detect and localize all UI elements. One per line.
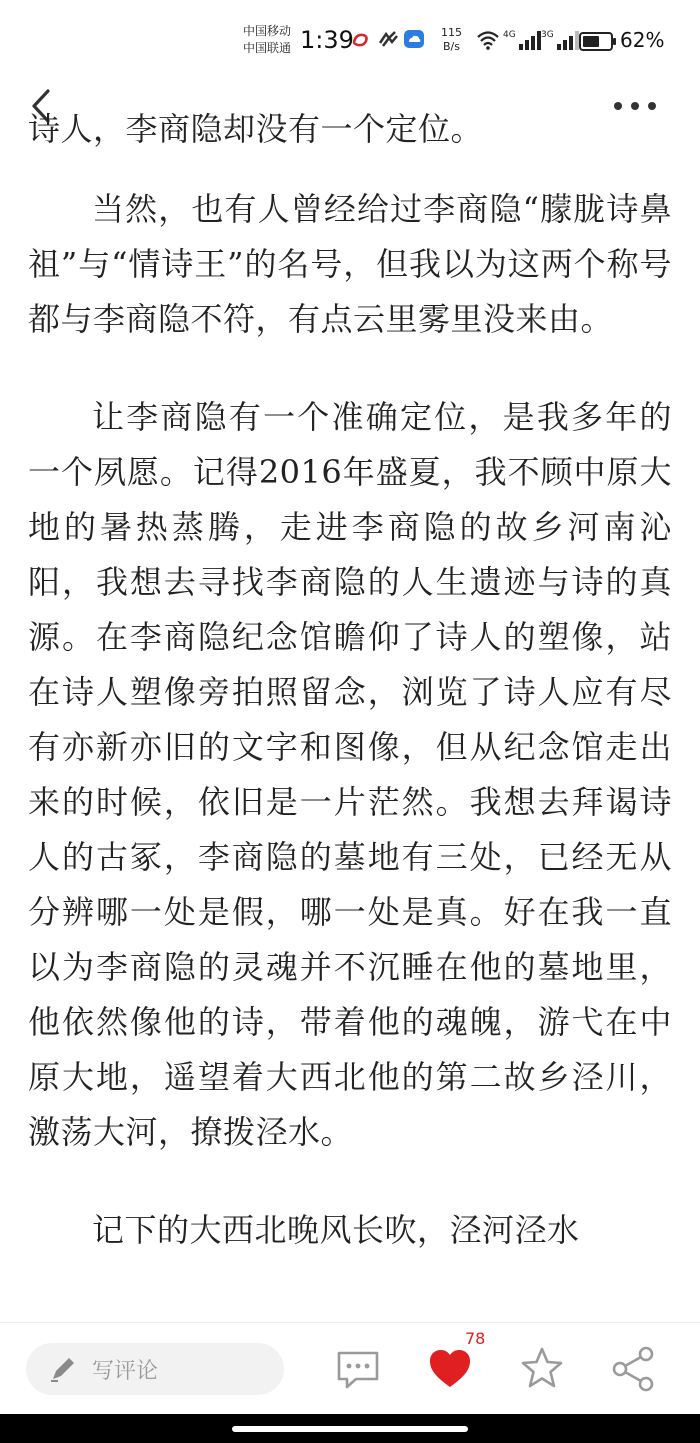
battery-icon <box>579 32 613 51</box>
article-paragraph-2: 让李商隐有一个准确定位，是我多年的一个夙愿。记得2016年盛夏，我不顾中原大地的暑热蒸腾，走进李商隐的故乡河南沁阳，我想去寻找李商隐的人生遗迹与诗的真源。在李商隐纪念馆瞻仰了诗人的塑像，站在诗人塑像旁拍照留念，浏览了诗人应有尽有亦新亦旧的文字和图像，但从纪念馆走出来的时候，依旧是一片茫然。我想去拜谒诗人的古冢，李商隐的墓地有三处，已经无从分辨哪一处是假，哪一处是真。好在我一直以为李商隐的灵魂并不沉睡在他的墓地里，他依然像他的诗，带着他的魂魄，游弋在中原大地，遥望着大西北他的第二故乡泾川，激荡大河，撩拨泾水。 <box>28 398 672 1151</box>
weibo-icon <box>352 30 372 48</box>
notification-icons <box>352 30 424 48</box>
status-time: 1:39 <box>300 26 354 54</box>
favorite-button[interactable] <box>518 1345 566 1393</box>
share-icon <box>610 1345 658 1393</box>
signal-4g-icon <box>503 30 544 50</box>
share-button[interactable] <box>610 1345 658 1393</box>
comment-input[interactable] <box>26 1343 284 1395</box>
comments-button[interactable] <box>334 1345 382 1393</box>
net1-label: 4G <box>503 30 516 40</box>
like-button[interactable] <box>426 1345 474 1393</box>
speed-unit: B/s <box>443 40 460 53</box>
article-paragraph-1: 当然，也有人曾经给过李商隐“朦胧诗鼻祖”与“情诗王”的名号，但我以为这两个称号都与李商隐不符，有点云里雾里没来由。 <box>28 190 672 338</box>
status-bar <box>0 0 700 80</box>
carrier-2: 中国联通 <box>243 41 292 55</box>
cloud-app-icon <box>404 30 424 48</box>
comment-bubble-icon <box>334 1345 382 1393</box>
article-content <box>28 110 672 1258</box>
article-body <box>28 110 672 1322</box>
carrier-1: 中国移动 <box>243 24 292 38</box>
carrier-info <box>243 23 291 57</box>
signal-3g-icon <box>541 30 582 50</box>
battery-fill <box>583 36 599 47</box>
partial-top-line: 诗人，李商隐却没有一个定位。 <box>28 110 484 148</box>
star-icon <box>518 1345 566 1393</box>
speed-value: 115 <box>441 26 462 39</box>
system-nav-bar <box>0 1414 700 1443</box>
wifi-icon <box>476 30 500 50</box>
partial-bottom-line: 记下的大西北晚风长吹，泾河泾水 <box>92 1211 580 1249</box>
link-app-icon <box>378 30 398 48</box>
home-indicator[interactable] <box>232 1426 468 1432</box>
like-count: 78 <box>465 1329 486 1348</box>
heart-icon <box>426 1345 474 1393</box>
comment-placeholder: 写评论 <box>92 1358 159 1384</box>
network-speed <box>441 26 462 54</box>
bottom-action-bar <box>0 1322 700 1414</box>
pen-icon <box>48 1354 78 1384</box>
battery-percent: 62% <box>620 28 665 52</box>
net2-label: 3G <box>541 30 554 40</box>
